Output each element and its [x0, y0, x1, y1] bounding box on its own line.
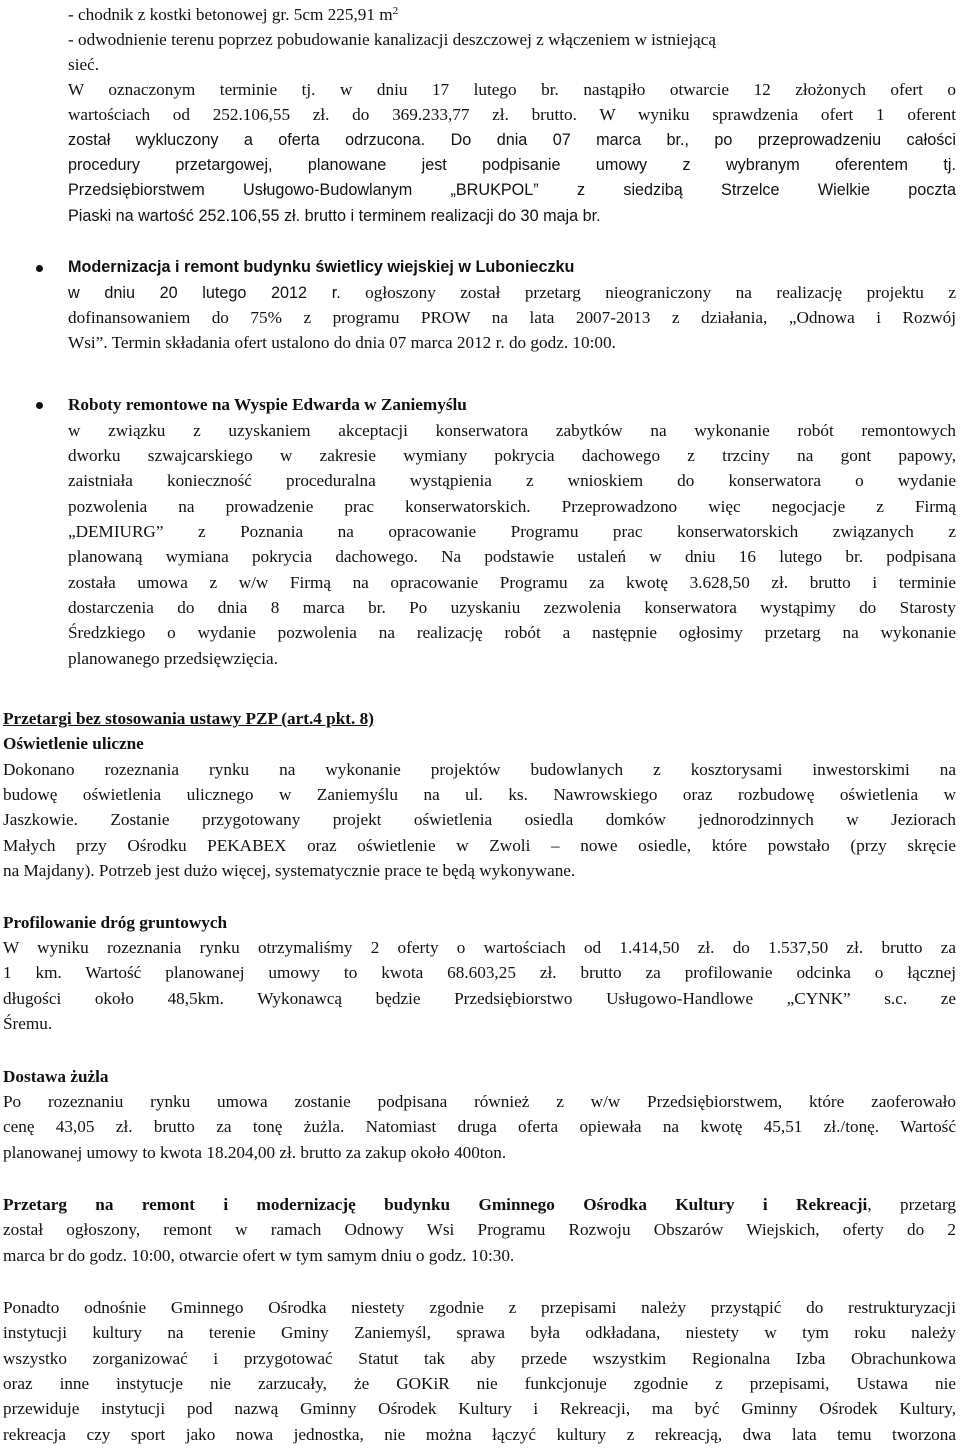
- text-line: wartościach od 252.106,55 zł. do 369.233,77 zł. brutto. W wyniku sprawdzenia ofert 1 oferent: [68, 105, 956, 124]
- text-line: zaistniała konieczność proceduralna wystąpienia z wnioskiem do konserwatora o wydanie: [68, 471, 956, 490]
- text-line: w związku z uzyskaniem akceptacji konserwatora zabytków na wykonanie robót remontowych: [68, 421, 956, 440]
- text-line: marca br do godz. 10:00, otwarcie ofert w tym samym dniu o godz. 10:30.: [3, 1246, 515, 1265]
- text-line: dworku szwajcarskiego w zakresie wymiany pokrycia dachowego z trzciny na gont papowy,: [68, 446, 956, 465]
- text-line: instytucji kultury na terenie Gminy Zaniemyśl, sprawa była odkładana, niestety w tym roku należy: [3, 1323, 956, 1342]
- text-line: rekreacja czy sport jako nowa jednostka, nie można łączyć kultury z rekreacją, dwa lata temu tworzona: [3, 1425, 956, 1444]
- text-line: planowanego przedsięwzięcia.: [68, 649, 278, 668]
- text-line: wszystko zorganizować i przygotować Statut tak aby przede wszystkim Regionalna Izba Obrachunkowa: [3, 1349, 956, 1368]
- list-item-drainage: - odwodnienie terenu poprzez pobudowanie kanalizacji deszczowej z włączeniem w istniejącą: [68, 30, 717, 49]
- bullet-marker: [36, 265, 43, 272]
- text-line: cenę 43,05 zł. brutto za tonę żużla. Natomiast druga oferta opiewała na kwotę 45,51 zł./tonę. Wartość: [3, 1117, 956, 1136]
- text-span: ogłoszony został przetarg nieograniczony na realizację projektu z: [340, 283, 956, 302]
- text-line: Wsi”. Termin składania ofert ustalono do dnia 07 marca 2012 r. do godz. 10:00.: [68, 333, 616, 352]
- text-line: sieć.: [68, 55, 100, 74]
- text-line: planowaną wymiana pokrycia dachowego. Na podstawie ustaleń w dniu 16 lutego br. podpisana: [68, 547, 956, 566]
- text-line: został ogłoszony, remont w ramach Odnowy Wsi Programu Rozwoju Obszarów Wiejskich, oferty do 2: [3, 1220, 956, 1239]
- text-line: dofinansowaniem do 75% z programu PROW na lata 2007-2013 z działania, „Odnowa i Rozwój: [68, 308, 956, 327]
- section-heading-roads: Profilowanie dróg gruntowych: [3, 913, 228, 932]
- text-line: 1 km. Wartość planowanej umowy to kwota 68.603,25 zł. brutto za profilowanie odcinka o łącznej: [3, 963, 956, 982]
- text-line: Jaszkowie. Zostanie przygotowany projekt oświetlenia osiedla domków jednorodzinnych w Jeziorach: [3, 810, 956, 829]
- subheading-lighting: Oświetlenie uliczne: [3, 734, 144, 753]
- text-line: - chodnik z kostki betonowej gr. 5cm 225,91 m: [68, 5, 393, 24]
- list-item-sidewalk: [68, 2, 398, 27]
- section-heading-pzp: Przetargi bez stosowania ustawy PZP (art.4 pkt. 8): [3, 709, 374, 728]
- text-line: oraz inne instytucje nie zarzucały, że GOKiR nie funkcjonuje zgodnie z przepisami, Ustawa nie: [3, 1374, 956, 1393]
- text-line: Piaski na wartość 252.106,55 zł. brutto i terminem realizacji do 30 maja br.: [68, 207, 601, 225]
- text-line: W oznaczonym terminie tj. w dniu 17 lutego br. nastąpiło otwarcie 12 złożonych ofert o: [68, 80, 956, 99]
- text-line: Śremu.: [3, 1014, 53, 1033]
- text-line: Przedsiębiorstwem Usługowo-Budowlanym „BRUKPOL” z siedzibą Strzelce Wielkie poczta: [68, 181, 956, 199]
- text-line: „DEMIURG” z Poznania na opracowanie Programu prac konserwatorskich związanych z: [68, 522, 956, 541]
- bullet-marker: [36, 402, 43, 409]
- section-heading-gok: Przetarg na remont i modernizację budynku Gminnego Ośrodka Kultury i Rekreacji: [3, 1195, 868, 1214]
- section-title-lubonieczek: Modernizacja i remont budynku świetlicy wiejskiej w Lubonieczku: [68, 258, 575, 276]
- text-line: Po rozeznaniu rynku umowa zostanie podpisana również z w/w Przedsiębiorstwem, które zaoferowało: [3, 1092, 956, 1111]
- text-line: Średzkiego o wydanie pozwolenia na realizację robót a następnie ogłosimy przetarg na wykonanie: [68, 623, 956, 642]
- text-date: w dniu 20 lutego 2012 r.: [68, 284, 341, 302]
- text-line: Ponadto odnośnie Gminnego Ośrodka niestety zgodnie z przepisami należy przystąpić do restrukturyzacji: [3, 1298, 956, 1317]
- text-line: budowę oświetlenia ulicznego w Zaniemyślu na ul. ks. Nawrowskiego oraz rozbudowę oświetlenia w: [3, 785, 956, 804]
- text-line: [3, 1192, 956, 1217]
- text-line: procedury przetargowej, planowane jest podpisanie umowy z wybranym oferentem tj.: [68, 156, 956, 174]
- text-line: [68, 280, 956, 306]
- text-line: przewiduje instytucji pod nazwą Gminny Ośrodek Kultury i Rekreacji, ma być Gminny Ośrodek Kultury,: [3, 1399, 956, 1418]
- text-line: został wykluczony a oferta odrzucona. Do dnia 07 marca br., po przeprowadzeniu całości: [68, 131, 956, 149]
- text-line: planowanej umowy to kwota 18.204,00 zł. brutto za zakup około 400ton.: [3, 1143, 507, 1162]
- text-line: Dokonano rozeznania rynku na wykonanie projektów budowlanych z kosztorysami inwestorskimi na: [3, 760, 956, 779]
- text-line: dostarczenia do dnia 8 marca br. Po uzyskaniu zezwolenia konserwatora wystąpimy do Starosty: [68, 598, 956, 617]
- text-line: pozwolenia na prowadzenie prac konserwatorskich. Przeprowadzono więc negocjacje z Firmą: [68, 497, 956, 516]
- text-line: na Majdany). Potrzeb jest dużo więcej, systematycznie prace te będą wykonywane.: [3, 861, 576, 880]
- text-line: długości około 48,5km. Wykonawcą będzie Przedsiębiorstwo Usługowo-Handlowe „CYNK” s.c. ze: [3, 989, 956, 1008]
- text-line: W wyniku rozeznania rynku otrzymaliśmy 2 oferty o wartościach od 1.414,50 zł. do 1.537,50 zł. brutto za: [3, 938, 956, 957]
- section-heading-slag: Dostawa żużla: [3, 1067, 109, 1086]
- section-title-wyspa-edwarda: Roboty remontowe na Wyspie Edwarda w Zaniemyślu: [68, 395, 467, 414]
- superscript: 2: [392, 5, 399, 17]
- text-line: została umowa z w/w Firmą na opracowanie Programu za kwotę 3.628,50 zł. brutto i terminie: [68, 573, 956, 592]
- text-line: Małych przy Ośrodku PEKABEX oraz oświetlenie w Zwoli – nowe osiedle, które powstało (przy skręcie: [3, 836, 956, 855]
- text-span: , przetarg: [867, 1195, 956, 1214]
